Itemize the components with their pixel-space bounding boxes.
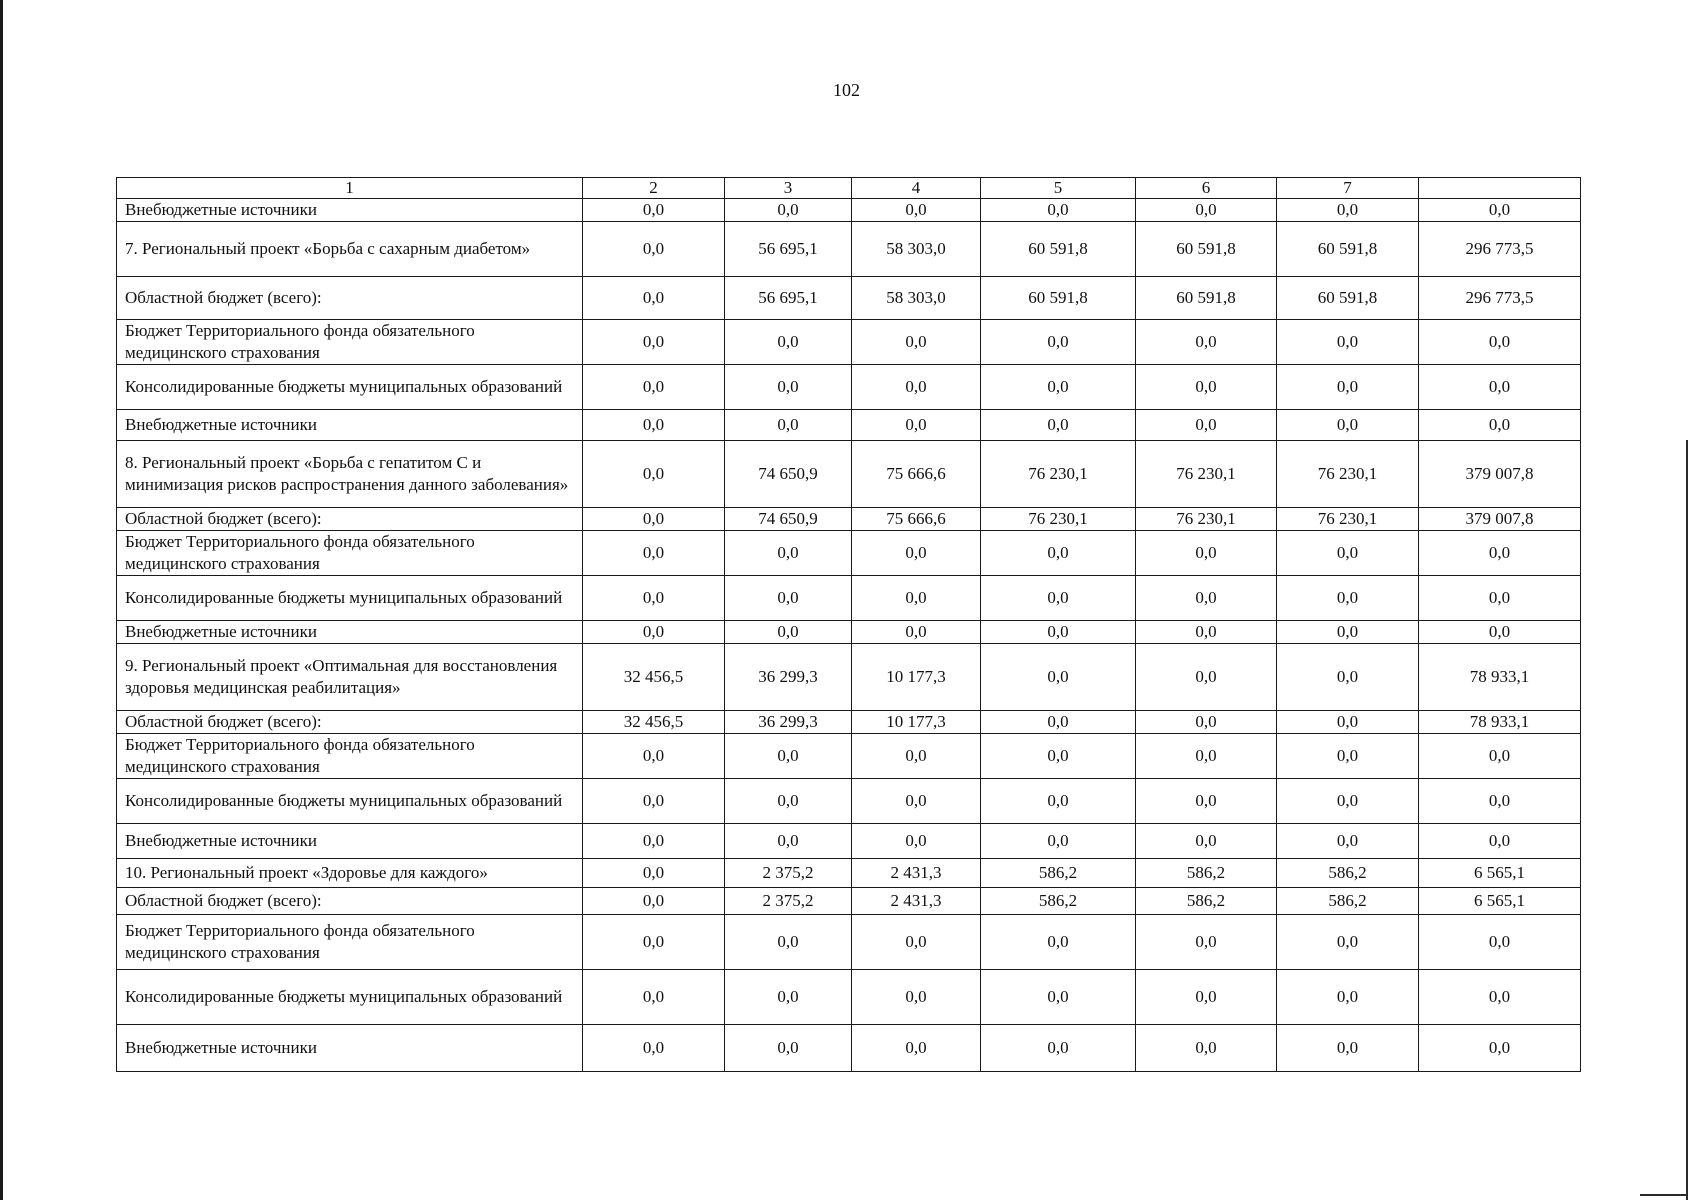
table-cell: 0,0 — [1277, 734, 1419, 779]
table-cell: 0,0 — [1419, 734, 1581, 779]
column-header: 4 — [852, 178, 981, 199]
table-cell: 0,0 — [1419, 779, 1581, 824]
table-cell: 586,2 — [981, 888, 1136, 915]
row-label: Бюджет Территориального фонда обязательного медицинского страхования — [117, 734, 583, 779]
table-cell: 60 591,8 — [1136, 277, 1277, 320]
row-label: Консолидированные бюджеты муниципальных образований — [117, 365, 583, 410]
table-row — [117, 859, 1581, 888]
table-cell: 586,2 — [1136, 859, 1277, 888]
table-cell: 0,0 — [725, 410, 852, 441]
table-row — [117, 508, 1581, 531]
table-row — [117, 277, 1581, 320]
row-label: Внебюджетные источники — [117, 410, 583, 441]
column-header: 3 — [725, 178, 852, 199]
table-cell: 2 375,2 — [725, 859, 852, 888]
table-cell: 6 565,1 — [1419, 859, 1581, 888]
table-cell: 0,0 — [583, 576, 725, 621]
table-cell: 0,0 — [725, 915, 852, 970]
table-cell: 0,0 — [1136, 711, 1277, 734]
table-cell: 0,0 — [1277, 970, 1419, 1025]
scan-right-edge — [1686, 440, 1688, 1200]
table-cell: 0,0 — [1277, 320, 1419, 365]
table-cell: 0,0 — [1277, 576, 1419, 621]
table-cell: 379 007,8 — [1419, 508, 1581, 531]
column-header: 6 — [1136, 178, 1277, 199]
table-cell: 78 933,1 — [1419, 711, 1581, 734]
table-cell: 0,0 — [1136, 734, 1277, 779]
table-header-row — [117, 178, 1581, 199]
table-row — [117, 222, 1581, 277]
table-cell: 0,0 — [1277, 621, 1419, 644]
scan-left-edge — [0, 0, 3, 1200]
table-cell: 76 230,1 — [981, 441, 1136, 508]
table-cell: 0,0 — [981, 1025, 1136, 1072]
table-cell: 32 456,5 — [583, 644, 725, 711]
column-header — [1419, 178, 1581, 199]
table-cell: 0,0 — [1419, 915, 1581, 970]
table-cell: 60 591,8 — [981, 277, 1136, 320]
table-cell: 0,0 — [583, 277, 725, 320]
table-cell: 0,0 — [1136, 779, 1277, 824]
table-cell: 0,0 — [1136, 915, 1277, 970]
table-cell: 0,0 — [1277, 915, 1419, 970]
row-label: Внебюджетные источники — [117, 824, 583, 859]
table-cell: 0,0 — [981, 576, 1136, 621]
table-row — [117, 970, 1581, 1025]
table-cell: 0,0 — [583, 222, 725, 277]
table-cell: 76 230,1 — [1136, 441, 1277, 508]
table-cell: 0,0 — [1419, 365, 1581, 410]
table-cell: 0,0 — [583, 970, 725, 1025]
row-label: Областной бюджет (всего): — [117, 711, 583, 734]
table-cell: 0,0 — [981, 644, 1136, 711]
table-cell: 0,0 — [1419, 576, 1581, 621]
table-cell: 0,0 — [725, 779, 852, 824]
table-cell: 76 230,1 — [1277, 441, 1419, 508]
table-row — [117, 779, 1581, 824]
table-cell: 0,0 — [852, 1025, 981, 1072]
table-cell: 60 591,8 — [1136, 222, 1277, 277]
table-row — [117, 441, 1581, 508]
table-cell: 0,0 — [1277, 531, 1419, 576]
table-cell: 0,0 — [725, 199, 852, 222]
table-cell: 0,0 — [1277, 644, 1419, 711]
table-cell: 296 773,5 — [1419, 277, 1581, 320]
table-cell: 0,0 — [725, 734, 852, 779]
table-cell: 0,0 — [1277, 711, 1419, 734]
row-label: Консолидированные бюджеты муниципальных образований — [117, 779, 583, 824]
table-cell: 0,0 — [1419, 970, 1581, 1025]
table-cell: 0,0 — [981, 970, 1136, 1025]
table-cell: 75 666,6 — [852, 508, 981, 531]
table-cell: 2 431,3 — [852, 888, 981, 915]
table-cell: 0,0 — [852, 915, 981, 970]
table-cell: 74 650,9 — [725, 441, 852, 508]
table-cell: 0,0 — [1136, 1025, 1277, 1072]
table-cell: 60 591,8 — [981, 222, 1136, 277]
table-row — [117, 915, 1581, 970]
table-cell: 0,0 — [725, 365, 852, 410]
table-cell: 0,0 — [583, 621, 725, 644]
table-cell: 0,0 — [583, 410, 725, 441]
table-cell: 0,0 — [1136, 644, 1277, 711]
table-cell: 56 695,1 — [725, 277, 852, 320]
table-cell: 0,0 — [1277, 824, 1419, 859]
table-cell: 0,0 — [583, 888, 725, 915]
table-cell: 0,0 — [1136, 410, 1277, 441]
table-cell: 0,0 — [1419, 1025, 1581, 1072]
row-label: 7. Региональный проект «Борьба с сахарным диабетом» — [117, 222, 583, 277]
row-label: Бюджет Территориального фонда обязательного медицинского страхования — [117, 915, 583, 970]
table-cell: 0,0 — [1277, 199, 1419, 222]
table-cell: 76 230,1 — [1136, 508, 1277, 531]
table-cell: 0,0 — [1136, 970, 1277, 1025]
table-cell: 60 591,8 — [1277, 222, 1419, 277]
table-cell: 586,2 — [981, 859, 1136, 888]
table-cell: 0,0 — [852, 970, 981, 1025]
table-cell: 36 299,3 — [725, 711, 852, 734]
table-row — [117, 824, 1581, 859]
table-cell: 0,0 — [1277, 1025, 1419, 1072]
table-cell: 0,0 — [1419, 320, 1581, 365]
table-cell: 0,0 — [1136, 199, 1277, 222]
table-cell: 0,0 — [1136, 320, 1277, 365]
table-cell: 0,0 — [1419, 410, 1581, 441]
table-cell: 296 773,5 — [1419, 222, 1581, 277]
table-cell: 76 230,1 — [1277, 508, 1419, 531]
table-cell: 0,0 — [1136, 621, 1277, 644]
table-cell: 6 565,1 — [1419, 888, 1581, 915]
table-cell: 0,0 — [981, 199, 1136, 222]
table-cell: 0,0 — [725, 621, 852, 644]
table-cell: 0,0 — [981, 621, 1136, 644]
table-cell: 0,0 — [725, 320, 852, 365]
row-label: Внебюджетные источники — [117, 1025, 583, 1072]
table-cell: 0,0 — [852, 531, 981, 576]
budget-table — [116, 177, 1581, 1072]
table-cell: 58 303,0 — [852, 277, 981, 320]
table-cell: 0,0 — [583, 915, 725, 970]
table-cell: 0,0 — [981, 824, 1136, 859]
row-label: Областной бюджет (всего): — [117, 277, 583, 320]
table-cell: 32 456,5 — [583, 711, 725, 734]
table-cell: 0,0 — [852, 576, 981, 621]
table-cell: 0,0 — [583, 199, 725, 222]
table-cell: 75 666,6 — [852, 441, 981, 508]
table-row — [117, 644, 1581, 711]
table-cell: 0,0 — [981, 779, 1136, 824]
table-cell: 0,0 — [981, 734, 1136, 779]
table-cell: 0,0 — [1419, 621, 1581, 644]
table-cell: 0,0 — [725, 531, 852, 576]
table-row — [117, 888, 1581, 915]
table-row — [117, 734, 1581, 779]
row-label: Консолидированные бюджеты муниципальных образований — [117, 576, 583, 621]
row-label: Бюджет Территориального фонда обязательного медицинского страхования — [117, 531, 583, 576]
table-cell: 0,0 — [725, 970, 852, 1025]
table-cell: 0,0 — [725, 1025, 852, 1072]
table-cell: 0,0 — [852, 779, 981, 824]
table-cell: 0,0 — [1277, 779, 1419, 824]
table-cell: 0,0 — [1419, 531, 1581, 576]
table-cell: 586,2 — [1136, 888, 1277, 915]
table-row — [117, 576, 1581, 621]
table-cell: 78 933,1 — [1419, 644, 1581, 711]
table-cell: 0,0 — [981, 531, 1136, 576]
row-label: 9. Региональный проект «Оптимальная для восстановления здоровья медицинская реабилитация» — [117, 644, 583, 711]
table-row — [117, 1025, 1581, 1072]
table-cell: 0,0 — [1419, 824, 1581, 859]
table-cell: 58 303,0 — [852, 222, 981, 277]
table-row — [117, 711, 1581, 734]
row-label: Внебюджетные источники — [117, 621, 583, 644]
table-cell: 56 695,1 — [725, 222, 852, 277]
table-cell: 0,0 — [981, 320, 1136, 365]
table-cell: 0,0 — [981, 915, 1136, 970]
table-cell: 0,0 — [981, 711, 1136, 734]
table-cell: 586,2 — [1277, 888, 1419, 915]
table-cell: 0,0 — [583, 734, 725, 779]
table-cell: 586,2 — [1277, 859, 1419, 888]
table-cell: 76 230,1 — [981, 508, 1136, 531]
row-label: Областной бюджет (всего): — [117, 888, 583, 915]
table-cell: 0,0 — [981, 365, 1136, 410]
table-row — [117, 410, 1581, 441]
table-cell: 0,0 — [981, 410, 1136, 441]
table-cell: 0,0 — [1277, 365, 1419, 410]
table-cell: 0,0 — [725, 576, 852, 621]
table-row — [117, 320, 1581, 365]
row-label: 10. Региональный проект «Здоровье для каждого» — [117, 859, 583, 888]
table-cell: 0,0 — [1277, 410, 1419, 441]
table-cell: 0,0 — [852, 320, 981, 365]
table-cell: 10 177,3 — [852, 644, 981, 711]
row-label: 8. Региональный проект «Борьба с гепатитом С и минимизация рисков распространения данного заболевания» — [117, 441, 583, 508]
table-cell: 0,0 — [852, 824, 981, 859]
row-label: Бюджет Территориального фонда обязательного медицинского страхования — [117, 320, 583, 365]
row-label: Консолидированные бюджеты муниципальных образований — [117, 970, 583, 1025]
table-cell: 0,0 — [852, 365, 981, 410]
table-cell: 0,0 — [1419, 199, 1581, 222]
table-cell: 0,0 — [1136, 576, 1277, 621]
column-header: 7 — [1277, 178, 1419, 199]
table-cell: 0,0 — [583, 441, 725, 508]
page-number: 102 — [833, 80, 860, 100]
column-header: 5 — [981, 178, 1136, 199]
scan-bottom-corner — [1640, 1194, 1688, 1196]
table-cell: 2 431,3 — [852, 859, 981, 888]
table-row — [117, 365, 1581, 410]
table-cell: 0,0 — [583, 859, 725, 888]
column-header: 2 — [583, 178, 725, 199]
table-row — [117, 199, 1581, 222]
table-cell: 0,0 — [583, 824, 725, 859]
table-cell: 0,0 — [583, 531, 725, 576]
table-cell: 0,0 — [1136, 824, 1277, 859]
table-cell: 379 007,8 — [1419, 441, 1581, 508]
row-label: Внебюджетные источники — [117, 199, 583, 222]
table-cell: 0,0 — [852, 621, 981, 644]
table-cell: 0,0 — [583, 779, 725, 824]
row-label: Областной бюджет (всего): — [117, 508, 583, 531]
table-cell: 10 177,3 — [852, 711, 981, 734]
table-cell: 0,0 — [852, 199, 981, 222]
table-cell: 0,0 — [583, 320, 725, 365]
table-cell: 0,0 — [852, 410, 981, 441]
table-cell: 0,0 — [583, 365, 725, 410]
table-cell: 60 591,8 — [1277, 277, 1419, 320]
table-cell: 74 650,9 — [725, 508, 852, 531]
table-cell: 0,0 — [583, 508, 725, 531]
table-cell: 2 375,2 — [725, 888, 852, 915]
table-cell: 36 299,3 — [725, 644, 852, 711]
table-cell: 0,0 — [852, 734, 981, 779]
table-cell: 0,0 — [1136, 365, 1277, 410]
table-row — [117, 621, 1581, 644]
table-row — [117, 531, 1581, 576]
table-cell: 0,0 — [583, 1025, 725, 1072]
column-header: 1 — [117, 178, 583, 199]
table-cell: 0,0 — [1136, 531, 1277, 576]
table-cell: 0,0 — [725, 824, 852, 859]
